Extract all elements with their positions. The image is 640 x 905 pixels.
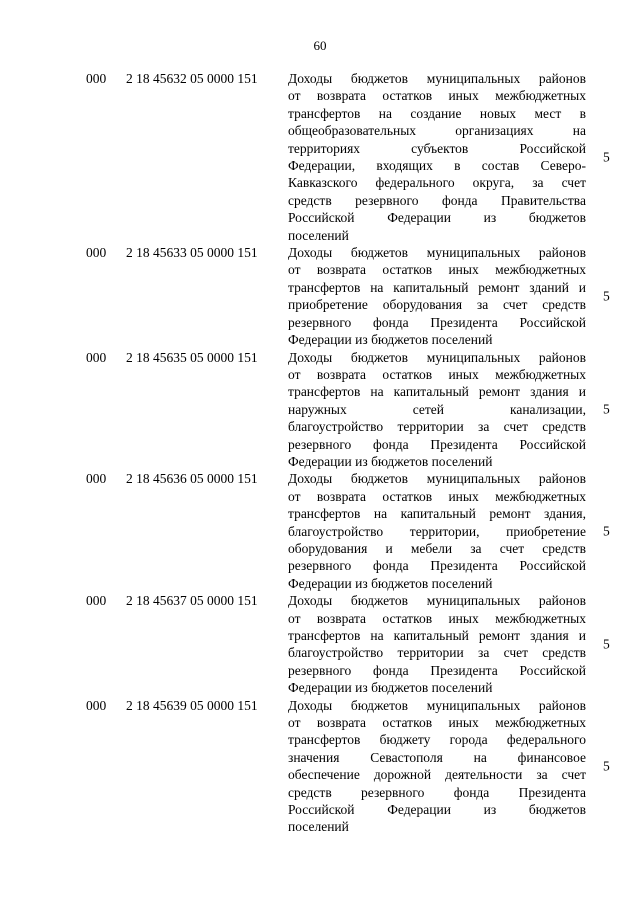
description-line: благоустройство территории за счет средств: [288, 645, 586, 661]
description-line: трансфертов на капитальный ремонт здания,: [288, 506, 586, 522]
description-line: Российской Федерации из бюджетов: [288, 210, 586, 226]
description-line: от возврата остатков иных межбюджетных: [288, 488, 586, 504]
revenue-description: [288, 349, 586, 471]
revenue-code-table: [0, 70, 640, 836]
description-line: трансфертов на капитальный ремонт зданий и: [288, 279, 586, 295]
administrator-code: 000: [86, 593, 107, 609]
description-line: Доходы бюджетов муниципальных районов: [288, 697, 586, 713]
description-line: Доходы бюджетов муниципальных районов: [288, 593, 586, 609]
description-line: территориях субъектов Российской: [288, 140, 586, 156]
description-line: средств резервного фонда Президента: [288, 784, 586, 800]
allocation-norm: 5: [603, 523, 610, 539]
description-line: общеобразовательных организациях на: [288, 123, 586, 139]
revenue-description: [288, 470, 586, 592]
description-line: от возврата остатков иных межбюджетных: [288, 262, 586, 278]
description-line: резервного фонда Президента Российской: [288, 558, 586, 574]
description-line: Федерации из бюджетов поселений: [288, 680, 493, 696]
description-line: наружных сетей канализации,: [288, 401, 586, 417]
description-line: благоустройство территории, приобретение: [288, 523, 586, 539]
allocation-norm: 5: [603, 636, 610, 652]
allocation-norm: 5: [603, 288, 610, 304]
allocation-norm: 5: [603, 149, 610, 165]
description-line: Доходы бюджетов муниципальных районов: [288, 71, 586, 86]
table-row: [0, 697, 640, 836]
description-line: средств резервного фонда Правительства: [288, 192, 586, 208]
description-line: поселений: [288, 227, 349, 243]
description-line: Федерации из бюджетов поселений: [288, 453, 493, 469]
description-line: Доходы бюджетов муниципальных районов: [288, 349, 586, 365]
budget-classification-code: 2 18 45637 05 0000 151: [126, 593, 258, 609]
description-line: Федерации из бюджетов поселений: [288, 332, 493, 348]
description-line: оборудования и мебели за счет средств: [288, 540, 586, 556]
description-line: приобретение оборудования за счет средств: [288, 297, 586, 313]
description-line: от возврата остатков иных межбюджетных: [288, 88, 586, 104]
description-line: трансфертов на создание новых мест в: [288, 105, 586, 121]
description-line: благоустройство территории за счет средств: [288, 419, 586, 435]
budget-classification-code: 2 18 45632 05 0000 151: [126, 71, 258, 86]
table-row: [0, 592, 640, 696]
description-line: Федерации, входящих в состав Северо-: [288, 158, 586, 174]
description-line: от возврата остатков иных межбюджетных: [288, 610, 586, 626]
description-line: поселений: [288, 819, 349, 835]
description-line: Доходы бюджетов муниципальных районов: [288, 245, 586, 261]
description-line: Кавказского федерального округа, за счет: [288, 175, 586, 191]
description-line: от возврата остатков иных межбюджетных: [288, 366, 586, 382]
revenue-description: [288, 244, 586, 348]
description-line: от возврата остатков иных межбюджетных: [288, 715, 586, 731]
description-line: Российской Федерации из бюджетов: [288, 802, 586, 818]
allocation-norm: 5: [603, 401, 610, 417]
budget-classification-code: 2 18 45639 05 0000 151: [126, 697, 258, 713]
administrator-code: 000: [86, 349, 107, 365]
administrator-code: 000: [86, 471, 107, 487]
description-line: трансфертов на капитальный ремонт здания и: [288, 384, 586, 400]
table-row: [0, 470, 640, 592]
description-line: значения Севастополя на финансовое: [288, 749, 586, 765]
table-row: [0, 70, 640, 244]
administrator-code: 000: [86, 697, 107, 713]
administrator-code: 000: [86, 71, 107, 86]
revenue-description: [288, 697, 586, 836]
budget-classification-code: 2 18 45633 05 0000 151: [126, 245, 258, 261]
description-line: трансфертов на капитальный ремонт здания и: [288, 628, 586, 643]
budget-classification-code: 2 18 45636 05 0000 151: [126, 471, 258, 487]
description-line: обеспечение дорожной деятельности за счет: [288, 767, 586, 783]
description-line: Федерации из бюджетов поселений: [288, 575, 493, 591]
administrator-code: 000: [86, 245, 107, 261]
page-number: 60: [313, 38, 327, 53]
revenue-description: [288, 70, 586, 244]
table-row: [0, 349, 640, 471]
allocation-norm: 5: [603, 758, 610, 774]
table-row: [0, 244, 640, 348]
description-line: резервного фонда Президента Российской: [288, 662, 586, 678]
budget-classification-code: 2 18 45635 05 0000 151: [126, 349, 258, 365]
description-line: Доходы бюджетов муниципальных районов: [288, 471, 586, 487]
description-line: резервного фонда Президента Российской: [288, 314, 586, 330]
description-line: резервного фонда Президента Российской: [288, 436, 586, 452]
description-line: трансфертов бюджету города федерального: [288, 732, 586, 748]
revenue-description: [288, 592, 586, 696]
